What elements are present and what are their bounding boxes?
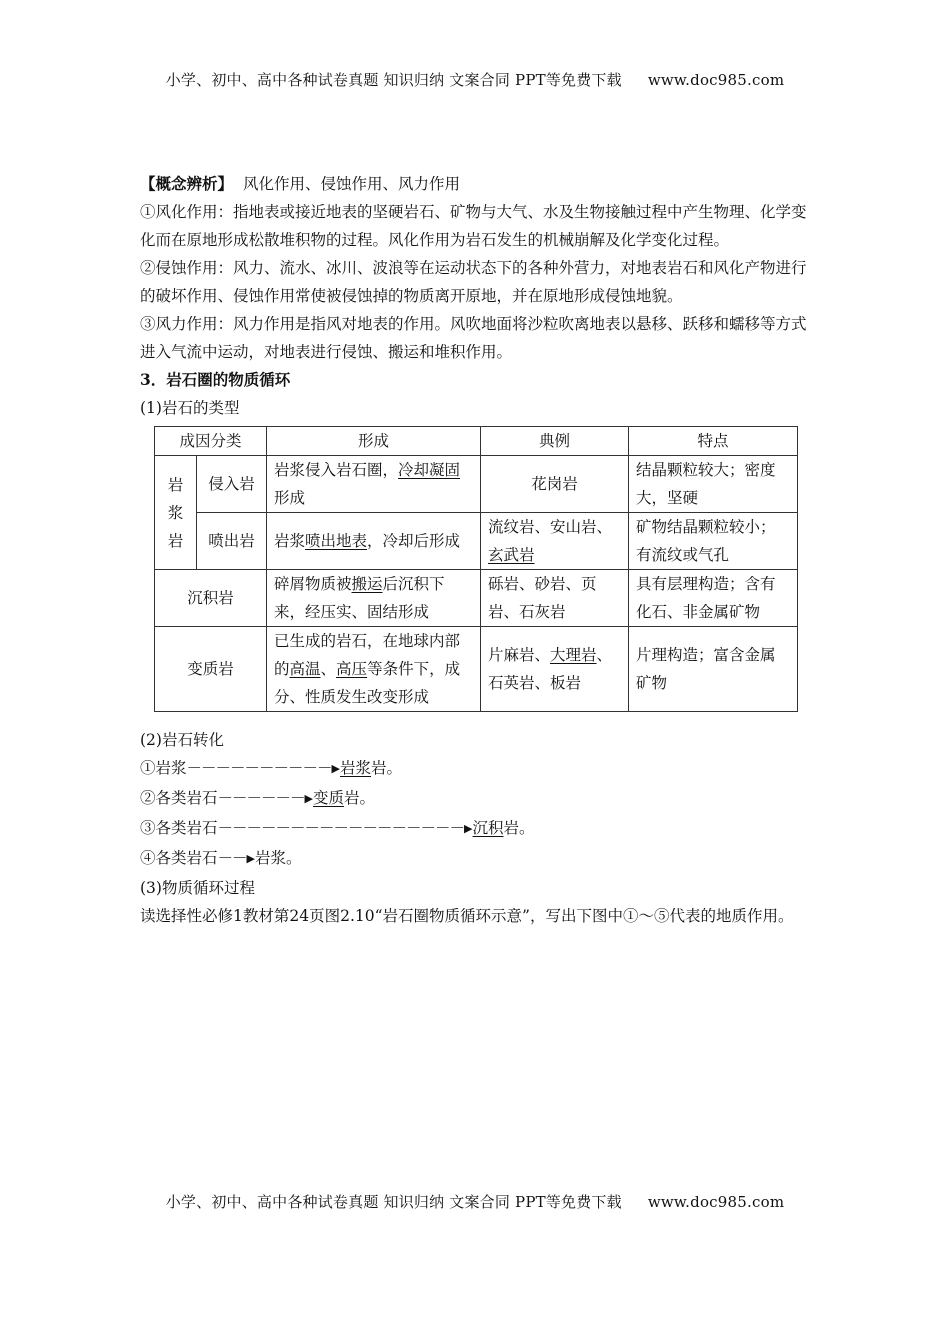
extrusive-formation: 岩浆喷出地表，冷却后形成 — [267, 513, 481, 570]
header-cell: 特点 — [629, 427, 798, 456]
extrusive-name: 喷出岩 — [197, 513, 267, 570]
subsection-process: (3)物质循环过程 — [140, 879, 255, 897]
header-text: 小学、初中、高中各种试卷真题 知识归纳 文案合同 PPT等免费下载 — [165, 71, 622, 89]
arrow-right-icon: ▶ — [331, 762, 340, 775]
header-cell: 形成 — [267, 427, 481, 456]
metamorphic-formation: 已生成的岩石，在地球内部的高温、高压等条件下，成分、性质发生改变形成 — [267, 627, 481, 712]
table-row — [155, 456, 798, 513]
transform-item: ③各类岩石－－－－－－－－－－－－－－－－－▶沉积岩。 — [140, 819, 535, 837]
intrusive-example: 花岗岩 — [481, 456, 629, 513]
sedimentary-formation: 碎屑物质被搬运后沉积下来，经压实、固结形成 — [267, 570, 481, 627]
footer-site: www.doc985.com — [647, 1193, 785, 1211]
metamorphic-feature: 片理构造；富含金属矿物 — [629, 627, 798, 712]
page-header — [0, 69, 950, 90]
table-header-row — [155, 427, 798, 456]
sedimentary-example: 砾岩、砂岩、页岩、石灰岩 — [481, 570, 629, 627]
transform-item: ①岩浆－－－－－－－－－－▶岩浆岩。 — [140, 759, 403, 777]
sedimentary-feature: 具有层理构造；含有化石、非金属矿物 — [629, 570, 798, 627]
rock-types-table — [154, 426, 798, 712]
table-row — [155, 627, 798, 712]
metamorphic-example: 片麻岩、大理岩、石英岩、板岩 — [481, 627, 629, 712]
concept-tag: 【概念辨析】 — [140, 174, 234, 193]
footer-text: 小学、初中、高中各种试卷真题 知识归纳 文案合同 PPT等免费下载 — [165, 1193, 622, 1211]
transform-item: ④各类岩石－－▶岩浆。 — [140, 849, 302, 867]
table-row — [155, 513, 798, 570]
concept-title: 风化作用、侵蚀作用、风力作用 — [243, 175, 461, 193]
arrow-right-icon: ▶ — [246, 852, 255, 865]
header-site: www.doc985.com — [647, 71, 785, 89]
concept-wind: ③风力作用：风力作用是指风对地表的作用。风吹地面将沙粒吹离地表以悬移、跃移和蠕移等方式进入气流中运动，对地表进行侵蚀、搬运和堆积作用。 — [140, 315, 807, 361]
metamorphic-name: 变质岩 — [155, 627, 267, 712]
intrusive-feature: 结晶颗粒较大；密度大，坚硬 — [629, 456, 798, 513]
subsection-transform: (2)岩石转化 — [140, 731, 224, 749]
process-instruction: 读选择性必修1教材第24页图2.10“岩石圈物质循环示意”，写出下图中①～⑤代表的地质作用。 — [140, 907, 794, 925]
arrow-right-icon: ▶ — [304, 792, 313, 805]
concept-weathering: ①风化作用：指地表或接近地表的坚硬岩石、矿物与大气、水及生物接触过程中产生物理、化学变化而在原地形成松散堆积物的过程。风化作用为岩石发生的机械崩解及化学变化过程。 — [140, 203, 807, 249]
section-title: 3．岩石圈的物质循环 — [140, 370, 291, 389]
transform-item: ②各类岩石－－－－－－▶变质岩。 — [140, 789, 376, 807]
sedimentary-name: 沉积岩 — [155, 570, 267, 627]
arrow-right-icon: ▶ — [464, 822, 473, 835]
extrusive-feature: 矿物结晶颗粒较小； 有流纹或气孔 — [629, 513, 798, 570]
intrusive-name: 侵入岩 — [197, 456, 267, 513]
header-cell: 成因分类 — [155, 427, 267, 456]
subsection-rock-types: (1)岩石的类型 — [140, 399, 240, 417]
concept-erosion: ②侵蚀作用：风力、流水、冰川、波浪等在运动状态下的各种外营力，对地表岩石和风化产物进行的破坏作用、侵蚀作用常使被侵蚀掉的物质离开原地，并在原地形成侵蚀地貌。 — [140, 259, 807, 305]
table-row — [155, 570, 798, 627]
concept-heading — [140, 170, 820, 198]
page-footer — [0, 1191, 950, 1212]
intrusive-formation: 岩浆侵入岩石圈，冷却凝固形成 — [267, 456, 481, 513]
page-content — [140, 170, 820, 930]
extrusive-example: 流纹岩、安山岩、玄武岩 — [481, 513, 629, 570]
header-cell: 典例 — [481, 427, 629, 456]
igneous-label: 岩 浆 岩 — [155, 456, 197, 570]
